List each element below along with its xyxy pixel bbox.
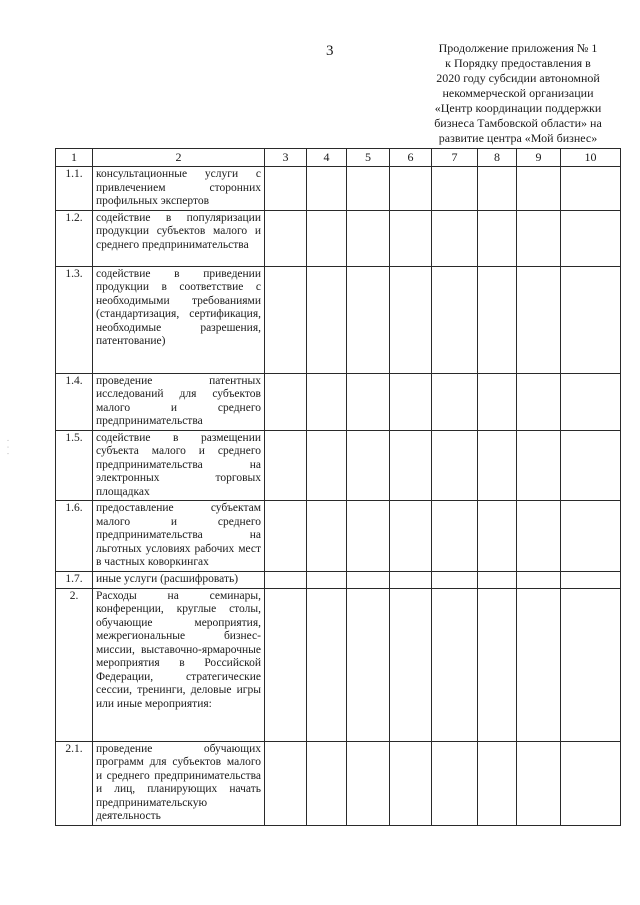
column-header: 4 bbox=[307, 149, 347, 167]
table-row bbox=[56, 266, 621, 373]
empty-cell bbox=[478, 266, 517, 373]
empty-cell bbox=[265, 430, 307, 501]
row-number: 1.3. bbox=[56, 266, 93, 373]
empty-cell bbox=[478, 741, 517, 825]
row-number: 2.1. bbox=[56, 741, 93, 825]
empty-cell bbox=[432, 572, 478, 589]
empty-cell bbox=[347, 501, 390, 572]
empty-cell bbox=[432, 373, 478, 430]
row-number: 2. bbox=[56, 588, 93, 741]
empty-cell bbox=[347, 210, 390, 266]
empty-cell bbox=[390, 266, 432, 373]
column-header: 5 bbox=[347, 149, 390, 167]
header-note-line: Продолжение приложения № 1 bbox=[438, 41, 598, 55]
empty-cell bbox=[265, 210, 307, 266]
empty-cell bbox=[307, 210, 347, 266]
header-note-line: 2020 году субсидии автономной bbox=[436, 71, 600, 85]
empty-cell bbox=[432, 266, 478, 373]
empty-cell bbox=[517, 266, 561, 373]
empty-cell bbox=[390, 430, 432, 501]
empty-cell bbox=[432, 588, 478, 741]
empty-cell bbox=[307, 501, 347, 572]
column-header: 3 bbox=[265, 149, 307, 167]
row-description: содействие в размещении субъекта малого и среднего предпринимательства на электронных торговых площадках bbox=[93, 430, 265, 501]
empty-cell bbox=[432, 501, 478, 572]
column-header: 9 bbox=[517, 149, 561, 167]
empty-cell bbox=[347, 430, 390, 501]
header-note-line: бизнеса Тамбовской области» на bbox=[434, 116, 602, 130]
row-number: 1.5. bbox=[56, 430, 93, 501]
empty-cell bbox=[347, 741, 390, 825]
table-row bbox=[56, 210, 621, 266]
empty-cell bbox=[265, 167, 307, 211]
empty-cell bbox=[347, 266, 390, 373]
table-row bbox=[56, 167, 621, 211]
empty-cell bbox=[478, 430, 517, 501]
table-row bbox=[56, 373, 621, 430]
empty-cell bbox=[517, 210, 561, 266]
empty-cell bbox=[390, 210, 432, 266]
table-row bbox=[56, 430, 621, 501]
header-note-line: «Центр координации поддержки bbox=[434, 101, 602, 115]
empty-cell bbox=[561, 588, 621, 741]
empty-cell bbox=[307, 572, 347, 589]
empty-cell bbox=[517, 572, 561, 589]
table-row bbox=[56, 588, 621, 741]
header-note-line: к Порядку предоставления в bbox=[445, 56, 591, 70]
empty-cell bbox=[478, 572, 517, 589]
empty-cell bbox=[265, 266, 307, 373]
column-header: 6 bbox=[390, 149, 432, 167]
empty-cell bbox=[478, 210, 517, 266]
empty-cell bbox=[390, 167, 432, 211]
empty-cell bbox=[307, 266, 347, 373]
empty-cell bbox=[517, 430, 561, 501]
column-header: 1 bbox=[56, 149, 93, 167]
empty-cell bbox=[517, 501, 561, 572]
empty-cell bbox=[265, 572, 307, 589]
empty-cell bbox=[478, 167, 517, 211]
empty-cell bbox=[307, 741, 347, 825]
header-note bbox=[418, 41, 618, 146]
table-row bbox=[56, 572, 621, 589]
table-row bbox=[56, 741, 621, 825]
empty-cell bbox=[347, 572, 390, 589]
empty-cell bbox=[478, 501, 517, 572]
row-description: проведение обучающих программ для субъектов малого и среднего предпринимательства и лиц, планирующих начать предпринимательскую деятельность bbox=[93, 741, 265, 825]
row-description: Расходы на семинары, конференции, круглые столы, обучающие мероприятия, межрегиональные бизнес-миссии, выставочно-ярмарочные мероприятия в Российской Федерации, стратегические сессии, тренинги, деловые игры или иные мероприятия: bbox=[93, 588, 265, 741]
empty-cell bbox=[265, 588, 307, 741]
empty-cell bbox=[390, 741, 432, 825]
row-number: 1.1. bbox=[56, 167, 93, 211]
empty-cell bbox=[561, 167, 621, 211]
subsidy-table bbox=[55, 148, 621, 826]
empty-cell bbox=[561, 373, 621, 430]
row-description: содействие в популяризации продукции субъектов малого и среднего предпринимательства bbox=[93, 210, 265, 266]
empty-cell bbox=[390, 588, 432, 741]
empty-cell bbox=[561, 430, 621, 501]
empty-cell bbox=[478, 588, 517, 741]
empty-cell bbox=[390, 572, 432, 589]
column-header: 7 bbox=[432, 149, 478, 167]
empty-cell bbox=[307, 373, 347, 430]
empty-cell bbox=[561, 210, 621, 266]
empty-cell bbox=[432, 167, 478, 211]
column-header: 10 bbox=[561, 149, 621, 167]
column-header: 8 bbox=[478, 149, 517, 167]
empty-cell bbox=[390, 501, 432, 572]
empty-cell bbox=[561, 266, 621, 373]
row-description: консультационные услуги с привлечением сторонних профильных экспертов bbox=[93, 167, 265, 211]
empty-cell bbox=[561, 501, 621, 572]
empty-cell bbox=[478, 373, 517, 430]
row-number: 1.4. bbox=[56, 373, 93, 430]
empty-cell bbox=[307, 588, 347, 741]
empty-cell bbox=[517, 373, 561, 430]
table-row bbox=[56, 501, 621, 572]
empty-cell bbox=[307, 430, 347, 501]
empty-cell bbox=[265, 741, 307, 825]
row-number: 1.2. bbox=[56, 210, 93, 266]
header-note-line: некоммерческой организации bbox=[442, 86, 594, 100]
row-description: предоставление субъектам малого и среднего предпринимательства на льготных условиях рабочих мест в частных коворкингах bbox=[93, 501, 265, 572]
column-header: 2 bbox=[93, 149, 265, 167]
empty-cell bbox=[432, 210, 478, 266]
empty-cell bbox=[390, 373, 432, 430]
empty-cell bbox=[432, 430, 478, 501]
empty-cell bbox=[517, 588, 561, 741]
margin-scan-mark: · · · bbox=[4, 438, 13, 455]
empty-cell bbox=[265, 501, 307, 572]
page-number: 3 bbox=[326, 43, 334, 59]
empty-cell bbox=[517, 741, 561, 825]
row-description: содействие в приведении продукции в соответствие с необходимыми требованиями (стандартизация, сертификация, необходимые разрешения, патентование) bbox=[93, 266, 265, 373]
empty-cell bbox=[517, 167, 561, 211]
empty-cell bbox=[347, 167, 390, 211]
empty-cell bbox=[347, 373, 390, 430]
empty-cell bbox=[561, 741, 621, 825]
table-header-row bbox=[56, 149, 621, 167]
row-number: 1.7. bbox=[56, 572, 93, 589]
header-note-line: развитие центра «Мой бизнес» bbox=[438, 131, 598, 145]
row-description: иные услуги (расшифровать) bbox=[93, 572, 265, 589]
empty-cell bbox=[265, 373, 307, 430]
empty-cell bbox=[347, 588, 390, 741]
empty-cell bbox=[561, 572, 621, 589]
empty-cell bbox=[432, 741, 478, 825]
row-description: проведение патентных исследований для субъектов малого и среднего предпринимательства bbox=[93, 373, 265, 430]
empty-cell bbox=[307, 167, 347, 211]
row-number: 1.6. bbox=[56, 501, 93, 572]
